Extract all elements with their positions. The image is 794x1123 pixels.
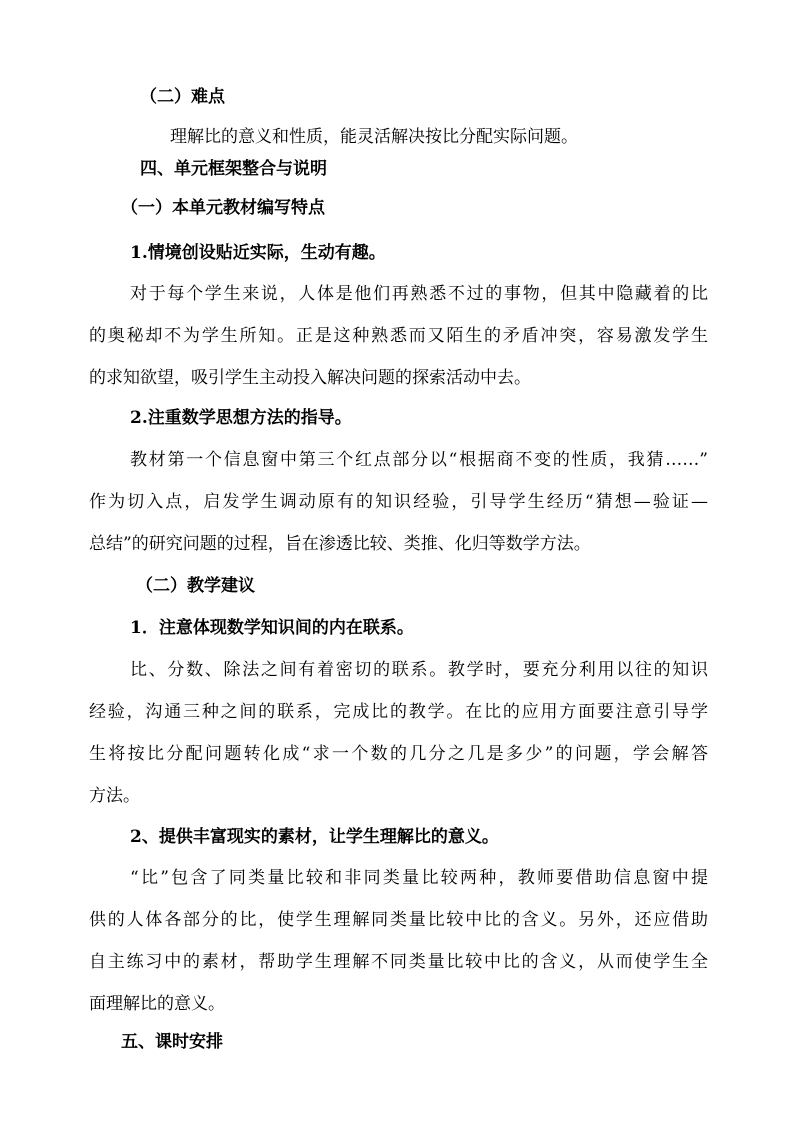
point-1-title: 1.情境创设贴近实际，生动有趣。 (130, 243, 386, 263)
paragraph-line: 作为切入点，启发学生调动原有的知识经验，引导学生经历“猜想—验证— (89, 492, 708, 512)
paragraph-line: “比”包含了同类量比较和非同类量比较两种，教师要借助信息窗中提 (130, 868, 708, 888)
heading-difficulty: （二）难点 (140, 87, 225, 107)
heading-section-4: 四、单元框架整合与说明 (140, 159, 327, 179)
paragraph-line: 供的人体各部分的比，使学生理解同类量比较中比的含义。另外，还应借助 (89, 910, 708, 930)
paragraph-line: 生将按比分配问题转化成“求一个数的几分之几是多少”的问题，学会解答 (89, 744, 708, 764)
heading-suggestions: （二）教学建议 (136, 576, 255, 596)
heading-section-5: 五、课时安排 (121, 1032, 223, 1052)
paragraph-line: 对于每个学生来说，人体是他们再熟悉不过的事物，但其中隐藏着的比 (130, 284, 708, 304)
paragraph-line: 方法。 (89, 786, 140, 806)
paragraph-line: 总结”的研究问题的过程，旨在渗透比较、类推、化归等数学方法。 (89, 534, 591, 554)
paragraph-line: 教材第一个信息窗中第三个红点部分以“根据商不变的性质，我猜……” (130, 450, 708, 470)
paragraph-line: 自主练习中的素材，帮助学生理解不同类量比较中比的含义，从而使学生全 (89, 952, 708, 972)
difficulty-text: 理解比的意义和性质，能灵活解决按比分配实际问题。 (170, 127, 578, 147)
point-2-title: 2.注重数学思想方法的指导。 (130, 408, 352, 428)
paragraph-line: 面理解比的意义。 (89, 994, 225, 1014)
heading-features: （一）本单元教材编写特点 (121, 198, 325, 218)
paragraph-line: 的求知欲望，吸引学生主动投入解决问题的探索活动中去。 (89, 368, 531, 388)
paragraph-line: 经验，沟通三种之间的联系，完成比的教学。在比的应用方面要注意引导学 (89, 702, 708, 722)
suggestion-1-title: 1．注意体现数学知识间的内在联系。 (130, 618, 414, 638)
paragraph-line: 比、分数、除法之间有着密切的联系。教学时，要充分利用以往的知识 (130, 660, 708, 680)
suggestion-2-title: 2、提供丰富现实的素材，让学生理解比的意义。 (130, 827, 499, 847)
paragraph-line: 的奥秘却不为学生所知。正是这种熟悉而又陌生的矛盾冲突，容易激发学生 (89, 326, 708, 346)
